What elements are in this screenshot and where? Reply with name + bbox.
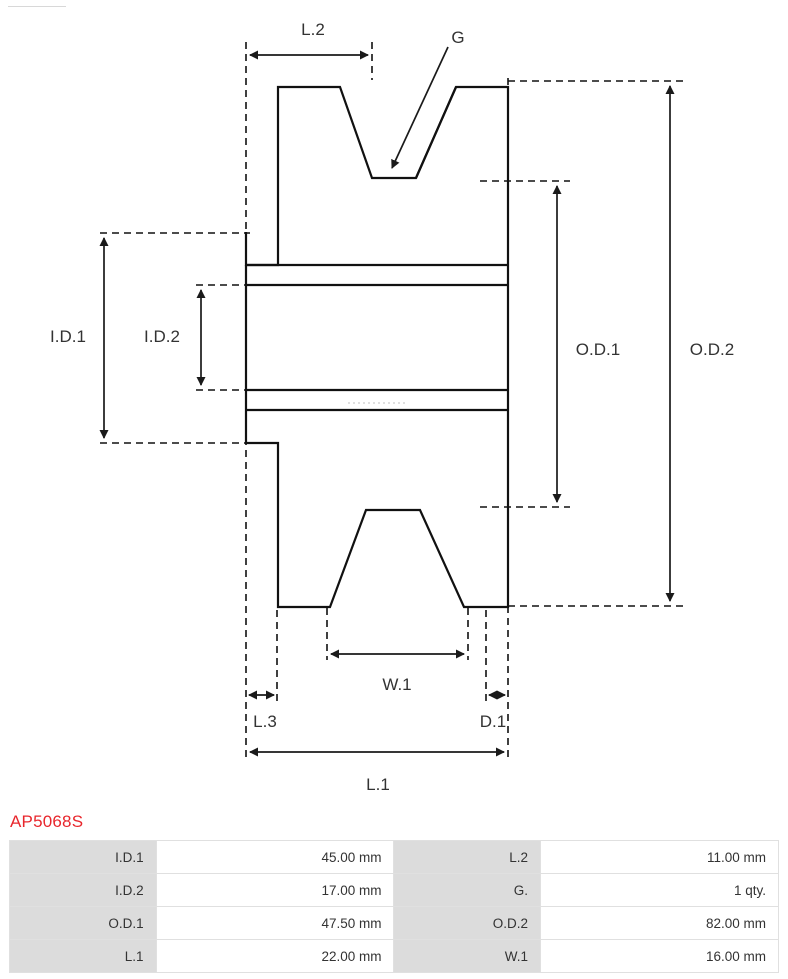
spec-key: L.2 xyxy=(394,841,541,874)
spec-key: O.D.2 xyxy=(394,907,541,940)
part-code: AP5068S xyxy=(10,812,84,831)
table-row xyxy=(10,907,779,940)
spec-value: 82.00 mm xyxy=(541,907,779,940)
label-id2: I.D.2 xyxy=(144,327,180,346)
spec-key: G. xyxy=(394,874,541,907)
spec-value: 45.00 mm xyxy=(156,841,394,874)
label-l1: L.1 xyxy=(366,775,390,794)
specifications-table xyxy=(9,840,779,973)
dimension-arrows xyxy=(104,47,670,752)
spec-value: 11.00 mm xyxy=(541,841,779,874)
spec-key: O.D.1 xyxy=(10,907,157,940)
table-row xyxy=(10,940,779,973)
spec-key: L.1 xyxy=(10,940,157,973)
spec-value: 47.50 mm xyxy=(156,907,394,940)
label-g: G xyxy=(451,28,465,47)
spec-key: I.D.1 xyxy=(10,841,157,874)
label-d1: D.1 xyxy=(479,712,507,731)
pulley-outline xyxy=(246,87,508,607)
spec-value: 16.00 mm xyxy=(541,940,779,973)
table-row xyxy=(10,841,779,874)
label-w1: W.1 xyxy=(382,675,412,694)
spec-key: I.D.2 xyxy=(10,874,157,907)
label-l3: L.3 xyxy=(253,712,277,731)
label-od1: O.D.1 xyxy=(575,340,621,359)
spec-value: 1 qty. xyxy=(541,874,779,907)
spec-value: 22.00 mm xyxy=(156,940,394,973)
table-row xyxy=(10,874,779,907)
spec-key: W.1 xyxy=(394,940,541,973)
spec-value: 17.00 mm xyxy=(156,874,394,907)
label-id1: I.D.1 xyxy=(50,327,86,346)
label-od2: O.D.2 xyxy=(689,340,735,359)
label-l2: L.2 xyxy=(301,20,325,39)
